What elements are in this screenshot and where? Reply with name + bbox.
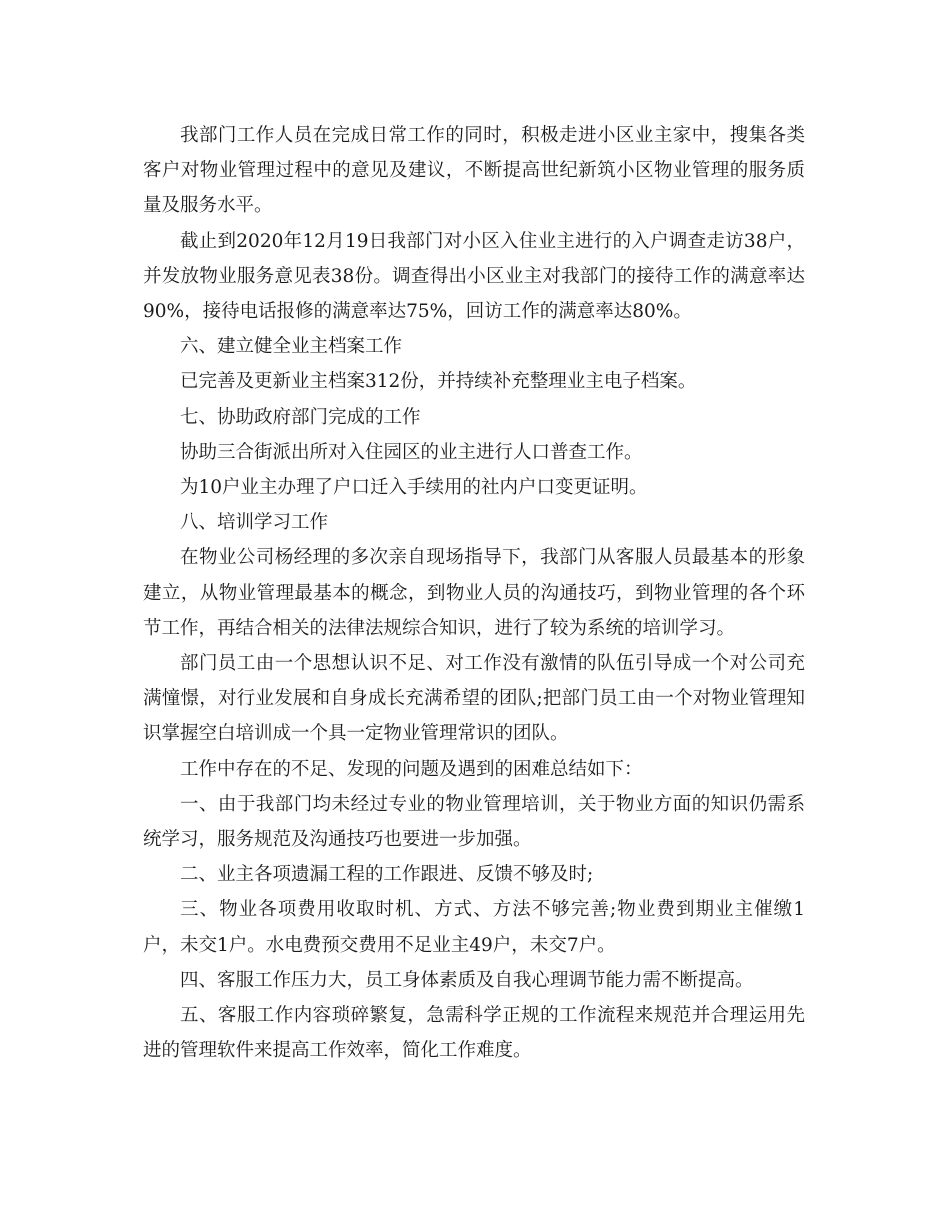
heading-section-8: 八、培训学习工作 — [180, 512, 329, 534]
paragraph-problem-4: 四、客服工作压力大，员工身体素质及自我心理调节能力需不断提高。 — [180, 969, 754, 991]
paragraph-archives: 已完善及更新业主档案312份，并持续补充整理业主电子档案。 — [180, 371, 697, 393]
paragraph-survey-intro: 我部门工作人员在完成日常工作的同时，积极走进小区业主家中，搜集各类客户对物业管理过程中的意见及建议，不断提高世纪新筑小区物业管理的服务质量及服务水平。 — [143, 125, 805, 217]
paragraph-problem-5: 五、客服工作内容琐碎繁复，急需科学正规的工作流程来规范并合理运用先进的管理软件来提高工作效率，简化工作难度。 — [143, 1005, 805, 1062]
paragraph-training: 在物业公司杨经理的多次亲自现场指导下，我部门从客服人员最基本的形象建立，从物业管理最基本的概念，到物业人员的沟通技巧，到物业管理的各个环节工作，再结合相关的法律法规综合知识，进行了较为系统的培训学习。 — [143, 547, 805, 639]
paragraph-problems-intro: 工作中存在的不足、发现的问题及遇到的困难总结如下： — [180, 758, 643, 780]
paragraph-problem-2: 二、业主各项遗漏工程的工作跟进、反馈不够及时; — [180, 864, 594, 886]
heading-section-7: 七、协助政府部门完成的工作 — [180, 406, 421, 428]
paragraph-census: 协助三合街派出所对入住园区的业主进行人口普查工作。 — [180, 441, 643, 463]
document-body — [143, 118, 805, 1068]
paragraph-household-registration: 为10户业主办理了户口迁入手续用的社内户口变更证明。 — [180, 477, 648, 499]
paragraph-problem-3: 三、物业各项费用收取时机、方式、方法不够完善;物业费到期业主催缴1户，未交1户。水电费预交费用不足业主49户，未交7户。 — [143, 899, 805, 956]
paragraph-team-growth: 部门员工由一个思想认识不足、对工作没有激情的队伍引导成一个对公司充满憧憬，对行业发展和自身成长充满希望的团队;把部门员工由一个对物业管理知识掌握空白培训成一个具一定物业管理常识的团队。 — [143, 653, 805, 745]
paragraph-problem-1: 一、由于我部门均未经过专业的物业管理培训，关于物业方面的知识仍需系统学习，服务规范及沟通技巧也要进一步加强。 — [143, 793, 805, 851]
paragraph-survey-results: 截止到2020年12月19日我部门对小区入住业主进行的入户调查走访38户，并发放物业服务意见表38份。调查得出小区业主对我部门的接待工作的满意率达90%，接待电话报修的满意率达75%，回访工作的满意率达80%。 — [143, 230, 805, 323]
heading-section-6: 六、建立健全业主档案工作 — [180, 336, 403, 358]
